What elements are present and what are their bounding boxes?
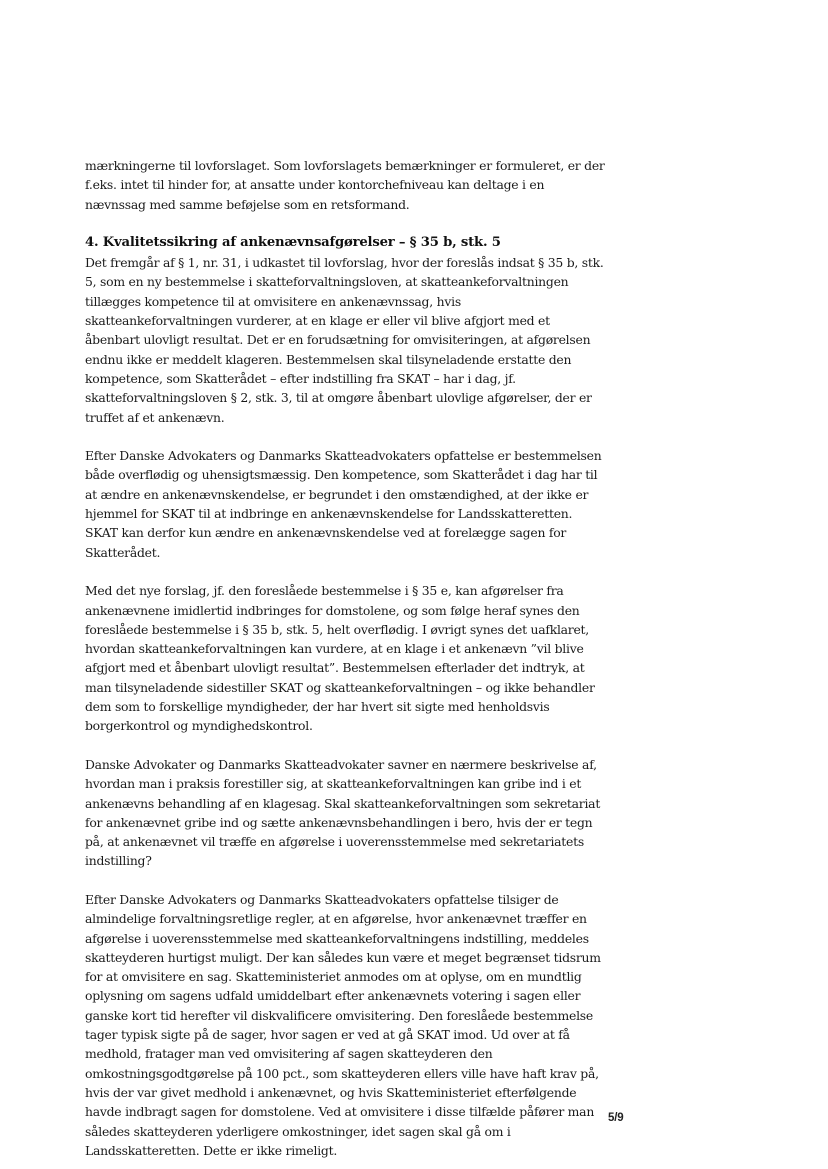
- intro-paragraph: mærkningerne til lovforslaget. Som lovforslagets bemærkninger er formuleret, er der f.eks. intet til hinder for, at ansatte under kontorchefniveau kan deltage i en nævnssag med samme beføjelse som en retsformand.: [85, 158, 605, 212]
- paragraph-3: Med det nye forslag, jf. den foreslåede bestemmelse i § 35 e, kan afgørelser fra ankenævnene imidlertid indbringes for domstolene, og som følge heraf synes den foreslåede bestemmelse i § 35 b, stk. 5, helt overflødig. I øvrigt synes det uafklaret, hvordan skatteankeforvaltningen kan vurdere, at en klage i et ankenævn ”vil blive afgjort med et åbenbart ulovligt resultat”. Bestemmelsen efterlader det indtryk, at man tilsyneladende sidestiller SKAT og skatteankeforvaltningen – og ikke behandler dem som to forskellige myndigheder, der har hvert sit sigte med henholdsvis borgerkontrol og myndighedskontrol.: [85, 583, 595, 734]
- page-number: 5/9: [608, 1112, 624, 1124]
- document-body: [85, 156, 605, 1160]
- section-heading: 4. Kvalitetssikring af ankenævnsafgørelser – § 35 b, stk. 5: [85, 235, 501, 251]
- paragraph-1: Det fremgår af § 1, nr. 31, i udkastet til lovforslag, hvor der foreslås indsat § 35 b, stk. 5, som en ny bestemmelse i skatteforvaltningsloven, at skatteankeforvaltningen tillægges kompetence til at omvisitere en ankenævnssag, hvis skatteankeforvaltningen vurderer, at en klage er eller vil blive afgjort med et åbenbart ulovligt resultat. Det er en forudsætning for omvisiteringen, at afgørelsen endnu ikke er meddelt klageren. Bestemmelsen skal tilsyneladende erstatte den kompetence, som Skatterådet – efter indstilling fra SKAT – har i dag, jf. skatteforvaltningsloven § 2, stk. 3, til at omgøre åbenbart ulovlige afgørelser, der er truffet af et ankenævn.: [85, 255, 604, 425]
- paragraph-4: Danske Advokater og Danmarks Skatteadvokater savner en nærmere beskrivelse af, hvordan man i praksis forestiller sig, at skatteankeforvaltningen kan gribe ind i et ankenævns behandling af en klagesag. Skal skatteankeforvaltningen som sekretariat for ankenævnet gribe ind og sætte ankenævnsbehandlingen i bero, hvis der er tegn på, at ankenævnet vil træffe en afgørelse i uoverensstemmelse med sekretariatets indstilling?: [85, 756, 601, 869]
- paragraph-2: Efter Danske Advokaters og Danmarks Skatteadvokaters opfattelse er bestemmelsen både overflødig og uhensigtsmæssig. Den kompetence, som Skatterådet i dag har til at ændre en ankenævnskendelse, er begrundet i den omstændighed, at der ikke er hjemmel for SKAT til at indbringe en ankenævnskendelse for Landsskatteretten. SKAT kan derfor kun ændre en ankenævnskendelse ved at forelægge sagen for Skatterådet.: [85, 448, 602, 560]
- paragraph-5: Efter Danske Advokaters og Danmarks Skatteadvokaters opfattelse tilsiger de almindelige forvaltningsretlige regler, at en afgørelse, hvor ankenævnet træffer en afgørelse i uoverensstemmelse med skatteankeforvaltningens indstilling, meddeles skatteyderen hurtigst muligt. Der kan således kun være et meget begrænset tidsrum for at omvisitere en sag. Skatteministeriet anmodes om at oplyse, om en mundtlig oplysning om sagens udfald umiddelbart efter ankenævnets votering i sagen eller ganske kort tid herefter vil diskvalificere omvisitering. Den foreslåede bestemmelse tager typisk sigte på de sager, hvor sagen er ved at gå SKAT imod. Ud over at få medhold, fratager man ved omvisitering af sagen skatteyderen den omkostningsgodtgørelse på 100 pct., som skatteyderen ellers ville have haft krav på, hvis der var givet medhold i ankenævnet, og hvis Skatteministeriet efterfølgende havde indbragt sagen for domstolene. Ved at omvisitere i disse tilfælde påfører man således skatteyderen yderligere omkostninger, idet sagen skal gå om i Landsskatteretten. Dette er ikke rimeligt.: [85, 891, 601, 1158]
